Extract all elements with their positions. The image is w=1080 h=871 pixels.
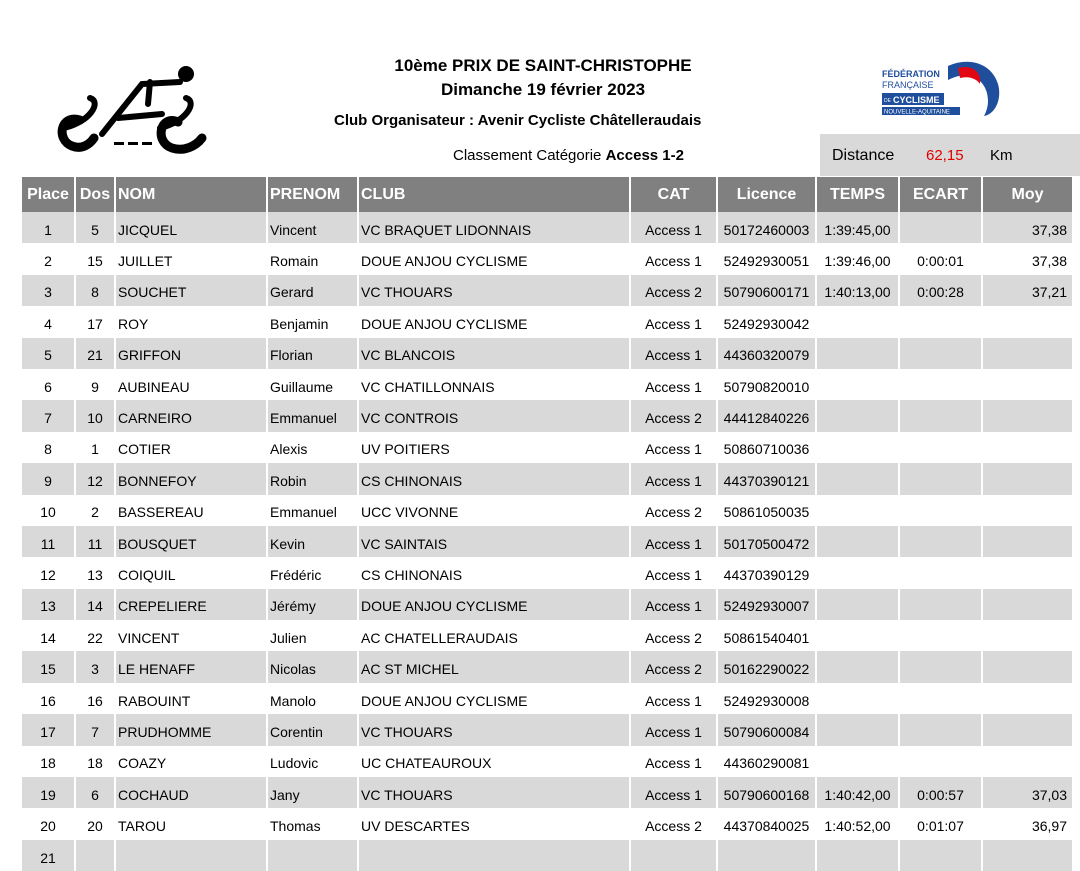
- cell-prenom: Romain: [268, 243, 357, 274]
- cell-nom: AUBINEAU: [116, 369, 266, 400]
- cell-dos: 1: [76, 432, 114, 463]
- cell-cat: Access 2: [631, 808, 716, 839]
- cell-place: 5: [22, 338, 74, 369]
- cell-place: 9: [22, 463, 74, 494]
- cell-nom: BONNEFOY: [116, 463, 266, 494]
- cell-club: DOUE ANJOU CYCLISME: [359, 243, 629, 274]
- cell-licence: 44360290081: [718, 746, 815, 777]
- cell-club: VC CONTROIS: [359, 400, 629, 431]
- cell-place: 13: [22, 589, 74, 620]
- cell-cat: Access 1: [631, 557, 716, 588]
- cell-prenom: Vincent: [268, 212, 357, 243]
- cell-cat: Access 1: [631, 589, 716, 620]
- svg-text:DE: DE: [884, 98, 891, 104]
- col-header-licence: Licence: [718, 177, 815, 212]
- cell-licence: 50172460003: [718, 212, 815, 243]
- cell-moy: [983, 306, 1072, 337]
- cell-place: 11: [22, 526, 74, 557]
- cell-club: AC CHATELLERAUDAIS: [359, 620, 629, 651]
- cell-club: CS CHINONAIS: [359, 557, 629, 588]
- cell-moy: [983, 683, 1072, 714]
- cell-temps: [817, 683, 898, 714]
- cell-nom: CREPELIERE: [116, 589, 266, 620]
- cell-licence: 50790820010: [718, 369, 815, 400]
- cell-cat: Access 1: [631, 338, 716, 369]
- classement-line: [453, 147, 684, 164]
- cell-cat: Access 1: [631, 212, 716, 243]
- table-row: [22, 495, 1072, 526]
- cell-cat: Access 2: [631, 275, 716, 306]
- cell-place: 17: [22, 714, 74, 745]
- cell-temps: [817, 589, 898, 620]
- col-header-nom: NOM: [116, 177, 266, 212]
- cell-temps: [817, 495, 898, 526]
- cell-licence: 44370390121: [718, 463, 815, 494]
- cell-ecart: 0:00:28: [900, 275, 981, 306]
- cell-ecart: [900, 620, 981, 651]
- cell-temps: 1:40:13,00: [817, 275, 898, 306]
- cell-prenom: Corentin: [268, 714, 357, 745]
- table-row: [22, 526, 1072, 557]
- cell-nom: GRIFFON: [116, 338, 266, 369]
- cell-ecart: [900, 589, 981, 620]
- cell-licence: 50170500472: [718, 526, 815, 557]
- cell-club: VC THOUARS: [359, 714, 629, 745]
- cell-licence: 44412840226: [718, 400, 815, 431]
- cell-cat: Access 1: [631, 746, 716, 777]
- cell-licence: 50861050035: [718, 495, 815, 526]
- race-title: 10ème PRIX DE SAINT-CHRISTOPHE: [394, 56, 692, 75]
- cell-place: 19: [22, 777, 74, 808]
- cell-temps: [817, 651, 898, 682]
- cell-club: UCC VIVONNE: [359, 495, 629, 526]
- cell-licence: 50790600084: [718, 714, 815, 745]
- cell-prenom: Nicolas: [268, 651, 357, 682]
- cell-temps: [817, 338, 898, 369]
- cell-dos: 18: [76, 746, 114, 777]
- distance-value: 62,15: [926, 147, 964, 164]
- cell-club: VC SAINTAIS: [359, 526, 629, 557]
- cell-cat: Access 1: [631, 243, 716, 274]
- cell-nom: JICQUEL: [116, 212, 266, 243]
- cell-club: UV POITIERS: [359, 432, 629, 463]
- svg-text:FRANÇAISE: FRANÇAISE: [882, 80, 934, 90]
- cell-dos: 16: [76, 683, 114, 714]
- cell-moy: 36,97: [983, 808, 1072, 839]
- cell-moy: [983, 463, 1072, 494]
- cell-dos: 21: [76, 338, 114, 369]
- cell-club: VC CHATILLONNAIS: [359, 369, 629, 400]
- cell-nom: PRUDHOMME: [116, 714, 266, 745]
- cell-prenom: Julien: [268, 620, 357, 651]
- cell-temps: [817, 432, 898, 463]
- cell-licence: 50860710036: [718, 432, 815, 463]
- cell-nom: TAROU: [116, 808, 266, 839]
- col-header-club: CLUB: [359, 177, 629, 212]
- cell-moy: [983, 589, 1072, 620]
- cell-ecart: [900, 840, 981, 871]
- cell-temps: [817, 746, 898, 777]
- cell-nom: VINCENT: [116, 620, 266, 651]
- cell-dos: 11: [76, 526, 114, 557]
- cell-place: 2: [22, 243, 74, 274]
- cell-ecart: 0:01:07: [900, 808, 981, 839]
- cell-cat: Access 2: [631, 400, 716, 431]
- table-row: [22, 620, 1072, 651]
- cell-moy: [983, 526, 1072, 557]
- cell-ecart: [900, 557, 981, 588]
- cell-nom: LE HENAFF: [116, 651, 266, 682]
- cell-moy: [983, 651, 1072, 682]
- cell-licence: 52492930007: [718, 589, 815, 620]
- svg-text:FÉDÉRATION: FÉDÉRATION: [882, 69, 940, 79]
- table-row: [22, 306, 1072, 337]
- cell-licence: 50861540401: [718, 620, 815, 651]
- cell-dos: 10: [76, 400, 114, 431]
- cell-club: VC BLANCOIS: [359, 338, 629, 369]
- cell-moy: [983, 369, 1072, 400]
- cell-cat: Access 1: [631, 526, 716, 557]
- table-row: [22, 589, 1072, 620]
- cell-club: DOUE ANJOU CYCLISME: [359, 589, 629, 620]
- cell-dos: 20: [76, 808, 114, 839]
- cell-temps: 1:39:45,00: [817, 212, 898, 243]
- cell-club: [359, 840, 629, 871]
- cell-prenom: Florian: [268, 338, 357, 369]
- col-header-place: Place: [22, 177, 74, 212]
- cell-moy: [983, 746, 1072, 777]
- cell-club: UV DESCARTES: [359, 808, 629, 839]
- col-header-prenom: PRENOM: [268, 177, 357, 212]
- table-row: [22, 369, 1072, 400]
- table-row: [22, 338, 1072, 369]
- cell-temps: 1:39:46,00: [817, 243, 898, 274]
- table-row: [22, 651, 1072, 682]
- cell-moy: [983, 432, 1072, 463]
- cell-moy: [983, 495, 1072, 526]
- cell-place: 1: [22, 212, 74, 243]
- cell-nom: CARNEIRO: [116, 400, 266, 431]
- cell-prenom: Thomas: [268, 808, 357, 839]
- cell-dos: 5: [76, 212, 114, 243]
- cell-club: AC ST MICHEL: [359, 651, 629, 682]
- cell-dos: 13: [76, 557, 114, 588]
- table-row: [22, 808, 1072, 839]
- cell-place: 18: [22, 746, 74, 777]
- cell-nom: ROY: [116, 306, 266, 337]
- cell-licence: 50790600168: [718, 777, 815, 808]
- cell-licence: 50162290022: [718, 651, 815, 682]
- cell-club: VC BRAQUET LIDONNAIS: [359, 212, 629, 243]
- cell-place: 10: [22, 495, 74, 526]
- cell-cat: [631, 840, 716, 871]
- table-row: [22, 400, 1072, 431]
- cell-moy: [983, 338, 1072, 369]
- col-header-ecart: ECART: [900, 177, 981, 212]
- cell-nom: COTIER: [116, 432, 266, 463]
- cell-ecart: [900, 651, 981, 682]
- cell-cat: Access 1: [631, 463, 716, 494]
- cell-ecart: [900, 306, 981, 337]
- cell-moy: 37,38: [983, 212, 1072, 243]
- cell-moy: 37,21: [983, 275, 1072, 306]
- cell-prenom: Ludovic: [268, 746, 357, 777]
- race-date: Dimanche 19 février 2023: [440, 80, 646, 99]
- cell-licence: 52492930051: [718, 243, 815, 274]
- cell-nom: SOUCHET: [116, 275, 266, 306]
- table-row: [22, 746, 1072, 777]
- cell-dos: 15: [76, 243, 114, 274]
- cell-licence: 44370840025: [718, 808, 815, 839]
- cell-place: 21: [22, 840, 74, 871]
- cell-temps: 1:40:52,00: [817, 808, 898, 839]
- cell-temps: [817, 714, 898, 745]
- cell-dos: 22: [76, 620, 114, 651]
- cell-prenom: Manolo: [268, 683, 357, 714]
- results-table: [20, 177, 1074, 871]
- cell-cat: Access 2: [631, 495, 716, 526]
- cell-moy: [983, 714, 1072, 745]
- cell-nom: RABOUINT: [116, 683, 266, 714]
- cell-prenom: Robin: [268, 463, 357, 494]
- federation-logo-icon: [880, 58, 1005, 120]
- cell-licence: 44370390129: [718, 557, 815, 588]
- cell-moy: 37,38: [983, 243, 1072, 274]
- cell-dos: 9: [76, 369, 114, 400]
- cell-ecart: [900, 338, 981, 369]
- cell-place: 4: [22, 306, 74, 337]
- cell-place: 15: [22, 651, 74, 682]
- table-row: [22, 275, 1072, 306]
- cell-ecart: [900, 369, 981, 400]
- cell-dos: [76, 840, 114, 871]
- cell-place: 14: [22, 620, 74, 651]
- cell-cat: Access 1: [631, 306, 716, 337]
- cell-ecart: [900, 746, 981, 777]
- cell-licence: 50790600171: [718, 275, 815, 306]
- cell-dos: 8: [76, 275, 114, 306]
- cell-moy: [983, 620, 1072, 651]
- cell-prenom: Gerard: [268, 275, 357, 306]
- cell-prenom: Kevin: [268, 526, 357, 557]
- cell-prenom: Guillaume: [268, 369, 357, 400]
- cell-moy: [983, 557, 1072, 588]
- cell-club: DOUE ANJOU CYCLISME: [359, 306, 629, 337]
- cell-prenom: [268, 840, 357, 871]
- cell-moy: [983, 840, 1072, 871]
- cell-dos: 12: [76, 463, 114, 494]
- classement-label: Classement Catégorie: [453, 147, 602, 164]
- cell-prenom: Emmanuel: [268, 400, 357, 431]
- cell-licence: 52492930042: [718, 306, 815, 337]
- table-row: [22, 243, 1072, 274]
- col-header-temps: TEMPS: [817, 177, 898, 212]
- cell-place: 8: [22, 432, 74, 463]
- cell-dos: 2: [76, 495, 114, 526]
- cell-prenom: Jany: [268, 777, 357, 808]
- cell-cat: Access 1: [631, 369, 716, 400]
- cell-nom: BASSEREAU: [116, 495, 266, 526]
- cell-cat: Access 2: [631, 620, 716, 651]
- cell-dos: 7: [76, 714, 114, 745]
- cell-club: UC CHATEAUROUX: [359, 746, 629, 777]
- cell-club: DOUE ANJOU CYCLISME: [359, 683, 629, 714]
- col-header-moy: Moy: [983, 177, 1072, 212]
- cell-nom: COIQUIL: [116, 557, 266, 588]
- cell-place: 12: [22, 557, 74, 588]
- table-row: [22, 714, 1072, 745]
- cell-place: 7: [22, 400, 74, 431]
- cell-temps: [817, 400, 898, 431]
- cell-ecart: [900, 212, 981, 243]
- cell-club: VC THOUARS: [359, 777, 629, 808]
- cell-place: 16: [22, 683, 74, 714]
- svg-text:CYCLISME: CYCLISME: [893, 95, 940, 105]
- table-row: [22, 777, 1072, 808]
- cell-cat: Access 1: [631, 432, 716, 463]
- cell-cat: Access 2: [631, 651, 716, 682]
- cell-temps: 1:40:42,00: [817, 777, 898, 808]
- cell-temps: [817, 369, 898, 400]
- cell-place: 20: [22, 808, 74, 839]
- organizer-club: Club Organisateur : Avenir Cycliste Châtelleraudais: [334, 112, 702, 129]
- cell-prenom: Emmanuel: [268, 495, 357, 526]
- cell-temps: [817, 306, 898, 337]
- cell-prenom: Frédéric: [268, 557, 357, 588]
- cell-temps: [817, 463, 898, 494]
- cell-cat: Access 1: [631, 777, 716, 808]
- distance-unit: Km: [990, 147, 1013, 164]
- col-header-cat: CAT: [631, 177, 716, 212]
- federation-logo: [880, 58, 1005, 120]
- cell-ecart: [900, 432, 981, 463]
- cell-temps: [817, 620, 898, 651]
- cell-ecart: 0:00:57: [900, 777, 981, 808]
- cell-temps: [817, 557, 898, 588]
- cell-prenom: Alexis: [268, 432, 357, 463]
- table-row: [22, 683, 1072, 714]
- cell-moy: 37,03: [983, 777, 1072, 808]
- cell-ecart: 0:00:01: [900, 243, 981, 274]
- cell-ecart: [900, 400, 981, 431]
- table-header-row: [22, 177, 1072, 212]
- cell-ecart: [900, 683, 981, 714]
- cell-cat: Access 1: [631, 714, 716, 745]
- cell-ecart: [900, 495, 981, 526]
- cell-licence: [718, 840, 815, 871]
- cell-dos: 6: [76, 777, 114, 808]
- table-row: [22, 840, 1072, 871]
- cell-prenom: Jérémy: [268, 589, 357, 620]
- cell-licence: 52492930008: [718, 683, 815, 714]
- cell-prenom: Benjamin: [268, 306, 357, 337]
- cell-dos: 14: [76, 589, 114, 620]
- col-header-dos: Dos: [76, 177, 114, 212]
- cell-moy: [983, 400, 1072, 431]
- cell-club: VC THOUARS: [359, 275, 629, 306]
- cell-club: CS CHINONAIS: [359, 463, 629, 494]
- cell-nom: COCHAUD: [116, 777, 266, 808]
- cell-ecart: [900, 714, 981, 745]
- cell-nom: [116, 840, 266, 871]
- cell-ecart: [900, 463, 981, 494]
- svg-text:NOUVELLE-AQUITAINE: NOUVELLE-AQUITAINE: [884, 109, 950, 116]
- category-value: Access 1-2: [605, 147, 684, 164]
- cell-temps: [817, 840, 898, 871]
- table-row: [22, 432, 1072, 463]
- table-row: [22, 463, 1072, 494]
- cell-ecart: [900, 526, 981, 557]
- cell-nom: COAZY: [116, 746, 266, 777]
- club-logo: [50, 62, 215, 158]
- table-row: [22, 212, 1072, 243]
- cell-dos: 17: [76, 306, 114, 337]
- cell-cat: Access 1: [631, 683, 716, 714]
- cell-place: 6: [22, 369, 74, 400]
- cell-temps: [817, 526, 898, 557]
- cell-place: 3: [22, 275, 74, 306]
- table-row: [22, 557, 1072, 588]
- cell-licence: 44360320079: [718, 338, 815, 369]
- distance-label: Distance: [832, 147, 895, 164]
- cell-dos: 3: [76, 651, 114, 682]
- cell-nom: BOUSQUET: [116, 526, 266, 557]
- cell-nom: JUILLET: [116, 243, 266, 274]
